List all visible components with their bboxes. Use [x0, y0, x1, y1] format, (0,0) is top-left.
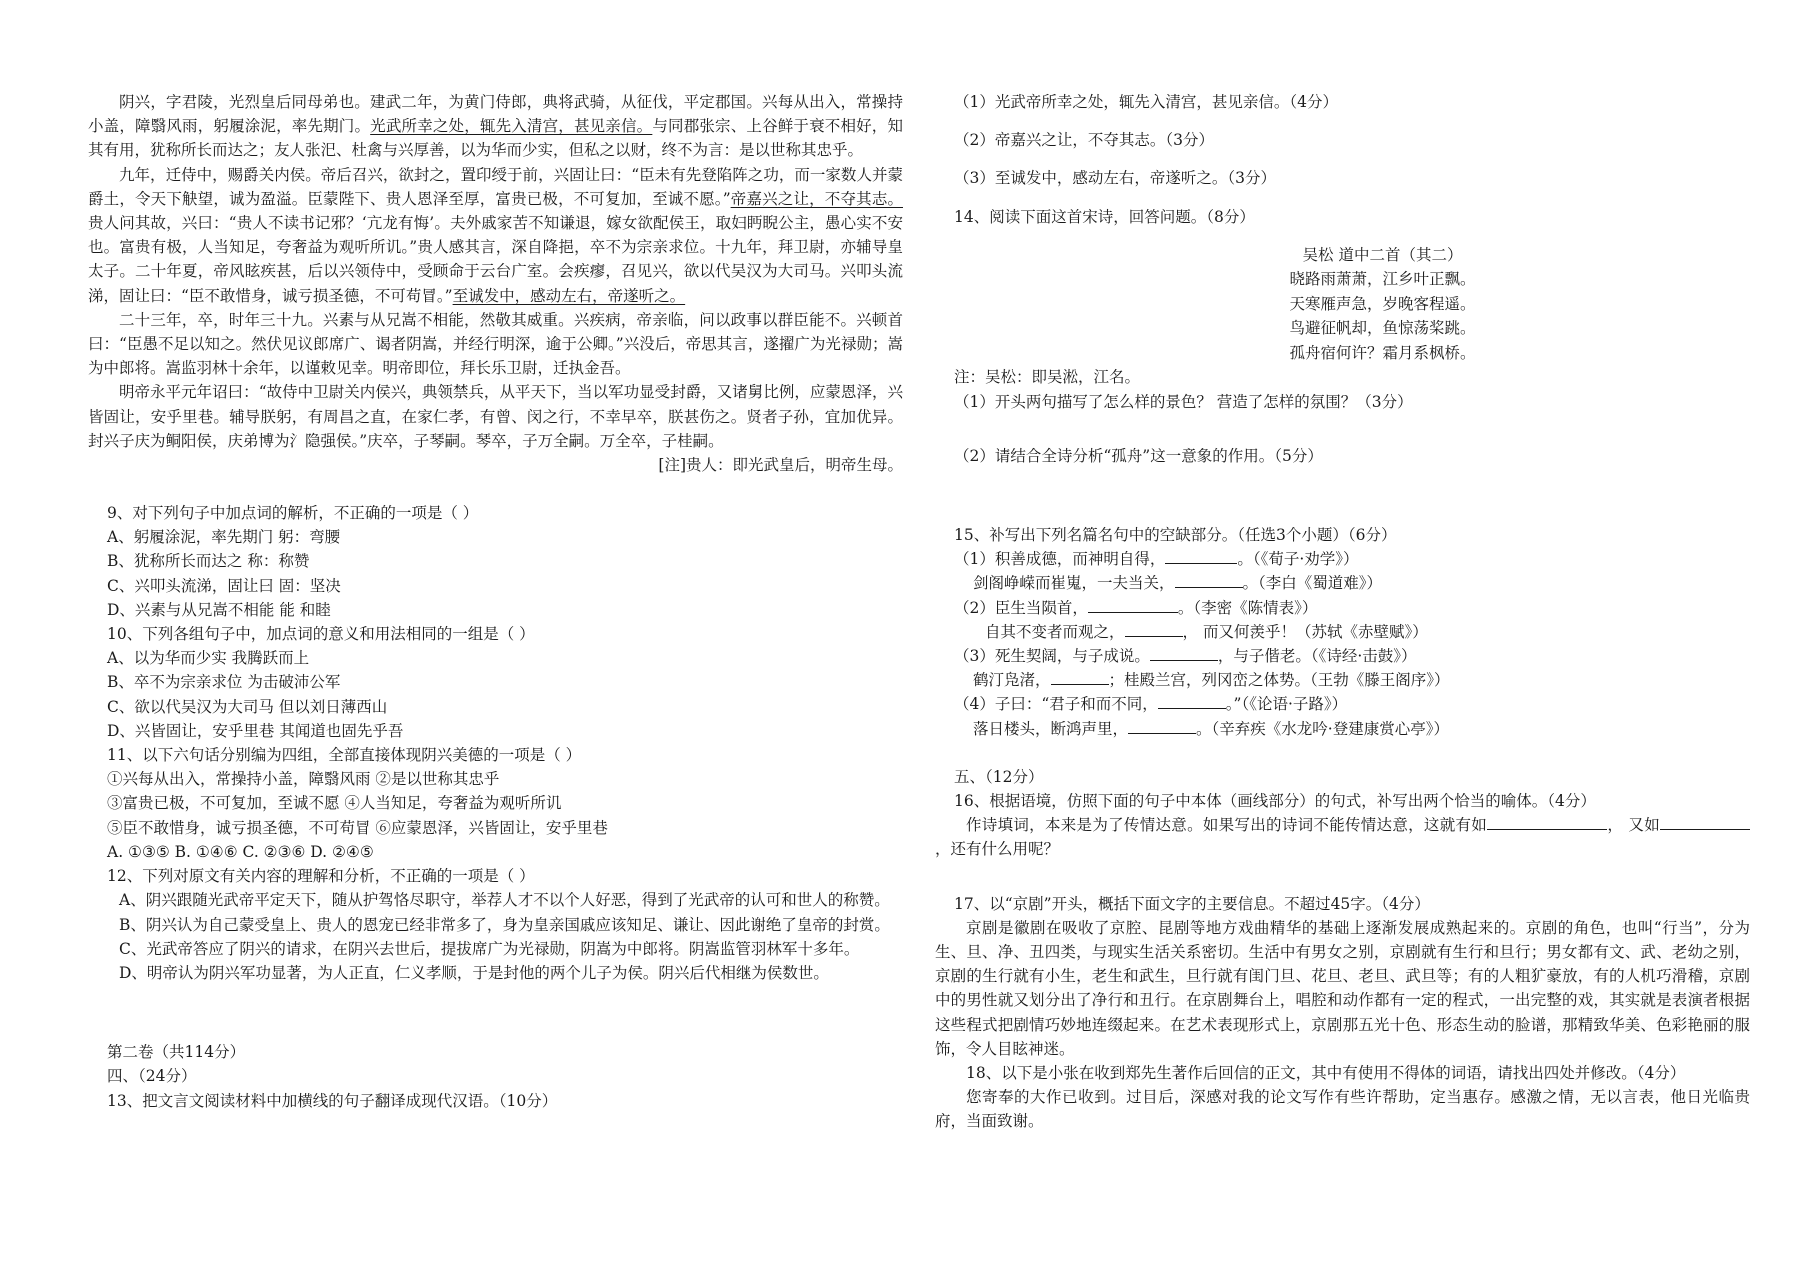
passage-paragraph-4: 明帝永平元年诏曰：“故侍中卫尉关内侯兴，典领禁兵，从平天下，当以军功显受封爵，又诸舅比例，应蒙恩泽，兴皆固让，安乎里巷。辅导朕躬，有周昌之直，在家仁孝，有曾、闵之行，不幸早卒，朕甚伤之。贤者子孙，宜加优异。封兴子庆为鲖阳侯，庆弟博为氵隐强侯。”庆卒，子琴嗣。琴卒，子万全嗣。万全卒，子桂嗣。 — [88, 383, 903, 450]
q15-item: （2）臣生当陨首， 。（李密《陈情表》） — [954, 598, 1318, 617]
q15-item: （4）子曰：“君子和而不同， 。”（《论语·子路》） — [954, 695, 1348, 714]
section-4-heading: 四、（24分） — [107, 1067, 197, 1086]
underlined-sentence-1: 光武所幸之处，辄先入清宫，甚见亲信。 — [370, 117, 653, 136]
poem-line: 天寒雁声急，岁晚客程遥。 — [1289, 294, 1476, 313]
poem-line: 孤舟宿何许？霜月系枫桥。 — [1289, 343, 1476, 362]
question-16: 16、根据语境，仿照下面的句子中本体（画线部分）的句式，补写出两个恰当的喻体。（4分） — [954, 791, 1596, 810]
answer-blank[interactable] — [1125, 621, 1183, 637]
q11-statements-3-4: ③富贵已极，不可复加，至诚不愿 ④人当知足，夸奢益为观听所讥 — [107, 794, 562, 813]
question-15: 15、补写出下列名篇名句中的空缺部分。（任选3个小题）（6分） — [954, 525, 1397, 544]
q18-letter: 您寄奉的大作已收到。过目后，深感对我的论文写作有些许帮助，定当惠存。感激之情，无以言表，他日光临贵府，当面致谢。 — [935, 1088, 1750, 1131]
passage-paragraph-3: 二十三年，卒，时年三十九。兴素与从兄嵩不相能，然敬其威重。兴疾病，帝亲临，问以政事以群臣能不。兴顿首曰：“臣愚不足以知之。然伏见议郎席广、谒者阴嵩，并经行明深，逾于公卿。”兴没后，帝思其言，遂擢广为光禄勋；嵩为中郎将。嵩监羽林十余年，以谨敕见幸。明帝即位，拜长乐卫尉，迁执金吾。 — [88, 310, 903, 378]
q15-item: 落日楼头，断鸿声里， 。（辛弃疾《水龙吟·登建康赏心亭》） — [973, 719, 1449, 738]
underlined-sentence-2: 帝嘉兴之让，不夺其志。 — [730, 189, 903, 208]
passage-paragraph-1: 阴兴，字君陵，光烈皇后同母弟也。建武二年，为黄门侍郎，典将武骑，从征伐，平定郡国。兴每从出入，常操持小盖，障翳风雨，躬履涂泥，率先期门。光武所幸之处，辄先入清宫，甚见亲信。与同郡张宗、上谷鲜于衰不相好，知其有用，犹称所长而达之；友人张汜、杜禽与兴厚善，以为华而少实，但私之以财，终不为言：是以世称其忠乎。 — [88, 93, 903, 160]
q9-option-a: A、躬履涂泥，率先期门 躬：弯腰 — [107, 528, 341, 547]
multiple-choice-questions — [88, 501, 903, 985]
q9-option-b: B、犹称所长而达之 称：称赞 — [107, 552, 310, 571]
q15-item: 鹤汀凫渚， ；桂殿兰宫，列冈峦之体势。（王勃《滕王阁序》） — [973, 671, 1450, 690]
part-2-heading: 第二卷（共114分） — [107, 1043, 246, 1062]
q17-passage: 京剧是徽剧在吸收了京腔、昆剧等地方戏曲精华的基础上逐渐发展成熟起来的。京剧的角色，也叫“行当”，分为生、旦、净、丑四类，与现实生活关系密切。生活中有男女之别，京剧就有生行和旦行；男女都有文、武、老幼之别，京剧的生行就有小生，老生和武生，旦行就有闺门旦、花旦、老旦、武旦等；有的人粗犷豪放，有的人机巧滑稽，京剧中的男性就又划分出了净行和丑行。在京剧舞台上，唱腔和动作都有一定的程式，一出完整的戏，其实就是表演者根据这些程式把剧情巧妙地连缀起来。在艺术表现形式上，京剧那五光十色、形态生动的脸谱，那精致华美、色彩艳丽的服饰，令人目眩神迷。 — [935, 918, 1750, 1058]
question-17: 17、以“京剧”开头，概括下面文字的主要信息。不超过45字。（4分） — [954, 894, 1430, 913]
translation-item-1: （1）光武帝所幸之处，辄先入清宫，甚见亲信。（4分） — [954, 93, 1338, 111]
left-column — [88, 90, 903, 1113]
answer-blank[interactable] — [1487, 814, 1607, 830]
q10-option-c: C、欲以代吴汉为大司马 但以刘日薄西山 — [107, 697, 388, 716]
answer-blank[interactable] — [1128, 718, 1196, 734]
question-12: 12、下列对原文有关内容的理解和分析，不正确的一项是（ ） — [107, 867, 535, 886]
answer-blank[interactable] — [1165, 548, 1237, 564]
q10-option-b: B、卒不为宗亲求位 为击破沛公军 — [107, 673, 341, 692]
q9-option-c: C、兴叩头流涕，固让曰 固：坚决 — [107, 576, 341, 595]
poem — [935, 243, 1750, 366]
question-10: 10、下列各组句子中，加点词的意义和用法相同的一组是（ ） — [107, 625, 535, 644]
q15-item: 剑阁峥嵘而崔嵬，一夫当关， 。（李白《蜀道难》） — [973, 574, 1383, 593]
section-5-heading: 五、（12分） — [954, 767, 1044, 786]
q12-option-d: D、明帝认为阴兴军功显著，为人正直，仁义孝顺，于是封他的两个儿子为侯。阴兴后代相继为侯数世。 — [119, 963, 829, 982]
answer-blank[interactable] — [1088, 597, 1178, 613]
passage-footnote: [注]贵人：即光武皇后，明帝生母。 — [658, 456, 903, 475]
q16-context: 作诗填词，本来是为了传情达意。如果写出的诗词不能传情达意，这就有如 ， 又如，还有什么用呢？ — [935, 813, 1750, 861]
q11-statements-1-2: ①兴每从出入，常操持小盖，障翳风雨 ②是以世称其忠乎 — [107, 770, 500, 789]
q10-option-a: A、以为华而少实 我腾跃而上 — [107, 649, 310, 668]
poem-line: 鸟避征帆却，鱼惊荡桨跳。 — [1289, 319, 1476, 338]
q12-option-b: B、阴兴认为自己蒙受皇上、贵人的恩宠已经非常多了，身为皇亲国戚应该知足、谦让、因此谢绝了皇帝的封赏。 — [119, 915, 890, 934]
q12-option-a: A、阴兴跟随光武帝平定天下，随从护驾恪尽职守，举荐人才不以个人好恶，得到了光武帝的认可和世人的称赞。 — [119, 891, 890, 910]
classical-passage — [88, 90, 903, 477]
question-14: 14、阅读下面这首宋诗，回答问题。（8分） — [954, 207, 1255, 226]
fill-in-blanks — [935, 547, 1750, 741]
underlined-sentence-3: 至诚发中，感动左右，帝遂听之。 — [452, 286, 686, 305]
answer-blank[interactable] — [1150, 645, 1218, 661]
q15-item: （1）积善成德，而神明自得， 。（《荀子·劝学》） — [954, 550, 1359, 569]
right-column — [935, 90, 1750, 1134]
translation-item-3: （3）至诚发中，感动左右，帝遂听之。（3分） — [954, 169, 1276, 188]
poem-note: 注：吴松：即吴淞，江名。 — [954, 368, 1141, 387]
question-11: 11、以下六句话分别编为四组，全部直接体现阴兴美德的一项是（ ） — [107, 746, 582, 765]
answer-blank[interactable] — [1158, 693, 1226, 709]
q11-statements-5-6: ⑤臣不敢惜身，诚亏损圣德，不可苟冒 ⑥应蒙恩泽，兴皆固让，安乎里巷 — [107, 818, 608, 837]
answer-blank[interactable] — [1051, 669, 1109, 685]
question-18: 18、以下是小张在收到郑先生著作后回信的正文，其中有使用不得体的词语，请找出四处并修改。（4分） — [966, 1063, 1686, 1082]
poem-line: 晓路雨萧萧，江乡叶正飘。 — [1289, 270, 1476, 289]
question-14-2: （2）请结合全诗分析“孤舟”这一意象的作用。（5分） — [954, 446, 1323, 465]
q15-item: 自其不变者而观之， ， 而又何羡乎！（苏轼《赤壁赋》） — [985, 622, 1428, 641]
question-13: 13、把文言文阅读材料中加横线的句子翻译成现代汉语。（10分） — [107, 1091, 558, 1110]
q15-item: （3）死生契阔，与子成说。 ，与子偕老。（《诗经·击鼓》） — [954, 646, 1417, 665]
q10-option-d: D、兴皆固让，安乎里巷 其闻道也固先乎吾 — [107, 721, 404, 740]
question-9: 9、对下列句子中加点词的解析，不正确的一项是（ ） — [107, 504, 479, 523]
question-14-1: （1）开头两句描写了怎么样的景色？ 营造了怎样的氛围？（3分） — [954, 392, 1413, 411]
q11-options: A. ①③⑤ B. ①④⑥ C. ②③⑥ D. ②④⑤ — [107, 842, 374, 861]
q9-option-d: D、兴素与从兄嵩不相能 能 和睦 — [107, 600, 331, 619]
passage-paragraph-2: 九年，迁侍中，赐爵关内侯。帝后召兴，欲封之，置印绶于前，兴固让曰：“臣未有先登陷阵之功，而一家数人并蒙爵土，令天下觖望，诚为盈溢。臣蒙陛下、贵人恩泽至厚，富贵已极，不可复加，至诚不愿。”帝嘉兴之让，不夺其志。贵人问其故，兴曰：“贵人不读书记邪？‘亢龙有悔’。夫外戚家苦不知谦退，嫁女欲配侯王，取妇眄睨公主，愚心实不安也。富贵有极，人当知足，夸奢益为观听所讥。”贵人感其言，深自降挹，卒不为宗亲求位。十九年，拜卫尉，亦辅导皇太子。二十年夏，帝风眩疾甚，后以兴领侍中，受顾命于云台广室。会疾瘳，召见兴，欲以代吴汉为大司马。兴叩头流涕，固让曰：“臣不敢惜身，诚亏损圣德，不可苟冒。”至诚发中，感动左右，帝遂听之。 — [88, 165, 903, 305]
answer-blank[interactable] — [1175, 572, 1243, 588]
translation-item-2: （2）帝嘉兴之让，不夺其志。（3分） — [954, 131, 1214, 150]
poem-title: 吴松 道中二首（其二） — [1302, 245, 1463, 264]
answer-blank[interactable] — [1660, 814, 1750, 830]
q12-option-c: C、光武帝答应了阴兴的请求，在阴兴去世后，提拔席广为光禄勋，阴嵩为中郎将。阴嵩监管羽林军十多年。 — [119, 939, 860, 958]
